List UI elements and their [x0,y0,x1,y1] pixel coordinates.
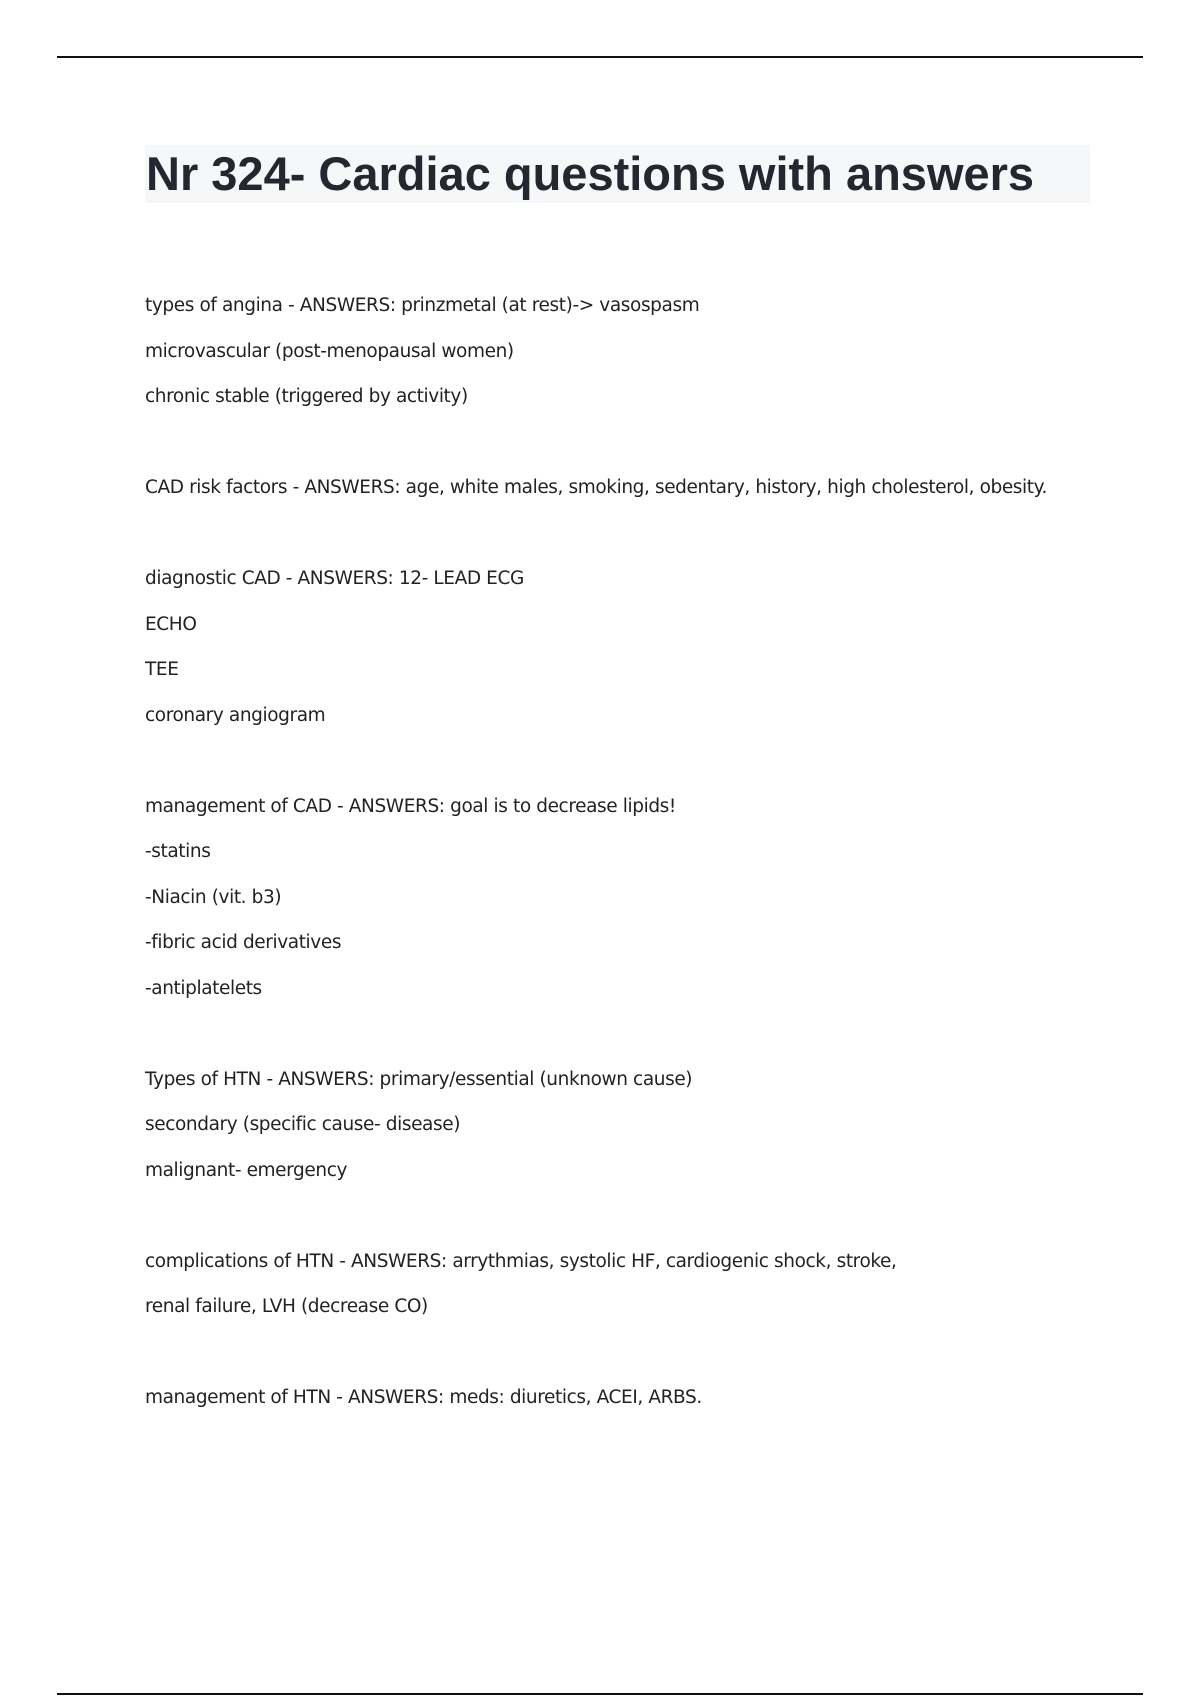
qa-entry-htn-types [145,1057,1105,1194]
qa-line: -statins [145,841,211,862]
qa-entry-diagnostic-cad [145,556,1105,738]
qa-line: management of CAD - ANSWERS: goal is to decrease lipids! [145,795,676,817]
qa-line: Types of HTN - ANSWERS: primary/essential (unknown cause) [145,1068,693,1090]
qa-line: CAD risk factors - ANSWERS: age, white males, smoking, sedentary, history, high cholesterol, obesity. [145,477,1048,498]
qa-line: -Niacin (vit. b3) [145,886,282,908]
qa-line: complications of HTN - ANSWERS: arrythmias, systolic HF, cardiogenic shock, stroke, [145,1250,897,1272]
qa-line: chronic stable (triggered by activity) [145,386,468,407]
qa-entry-angina-types [145,283,1105,420]
top-divider [57,56,1143,58]
qa-line: microvascular (post-menopausal women) [145,340,514,362]
qa-line: types of angina - ANSWERS: prinzmetal (at rest)-> vasospasm [145,295,700,316]
qa-line: -fibric acid derivatives [145,932,342,953]
qa-entry-htn-complications [145,1239,1105,1330]
qa-line: secondary (specific cause- disease) [145,1114,461,1135]
qa-line: coronary angiogram [145,704,326,726]
qa-entry-htn-management [145,1375,1105,1421]
qa-line: ECHO [145,613,197,635]
qa-line: management of HTN - ANSWERS: meds: diuretics, ACEI, ARBS. [145,1387,702,1408]
qa-entry-cad-risk-factors [145,465,1105,511]
qa-content [145,283,1105,1466]
bottom-divider [57,1693,1143,1695]
qa-line: renal failure, LVH (decrease CO) [145,1296,428,1317]
qa-line: diagnostic CAD - ANSWERS: 12- LEAD ECG [145,568,524,589]
qa-line: malignant- emergency [145,1159,348,1181]
qa-entry-cad-management [145,784,1105,1012]
qa-line: TEE [145,659,179,680]
document-title: Nr 324- Cardiac questions with answers [146,147,1035,200]
qa-line: -antiplatelets [145,977,262,999]
